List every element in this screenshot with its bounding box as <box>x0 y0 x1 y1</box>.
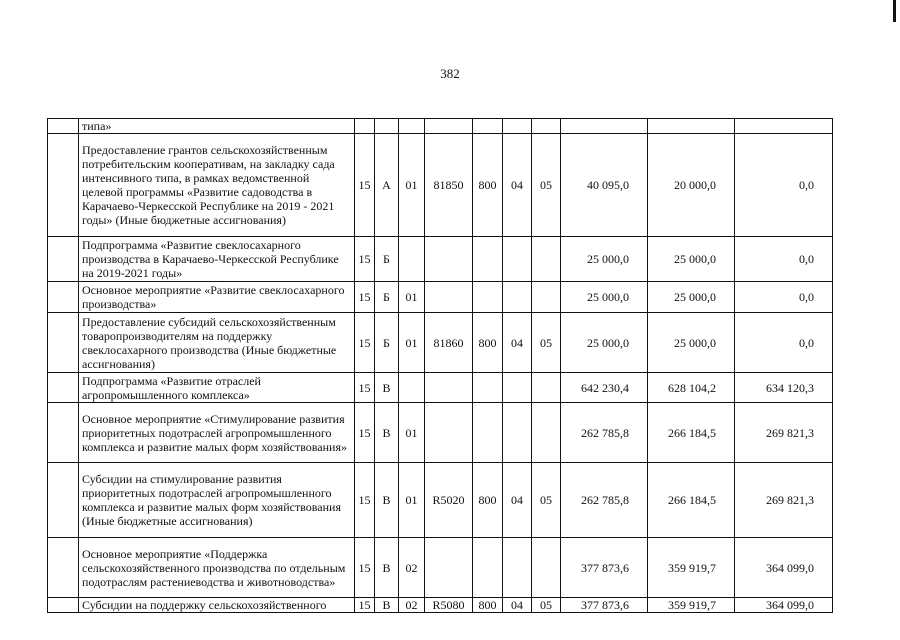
row-index-cell <box>48 313 79 373</box>
measure-code-cell: 01 <box>399 282 425 313</box>
subprogram-code-cell: В <box>375 598 399 613</box>
section-cell <box>503 237 532 282</box>
table-row <box>48 313 833 373</box>
section-cell <box>503 403 532 463</box>
amount-year2-cell: 266 184,5 <box>648 403 735 463</box>
subprogram-code-cell: А <box>375 134 399 237</box>
measure-code-cell: 01 <box>399 403 425 463</box>
row-name-cell: Субсидии на поддержку сельскохозяйственного <box>79 598 355 613</box>
expense-type-cell <box>473 373 503 403</box>
row-name-cell: Основное мероприятие «Стимулирование развития приоритетных подотраслей агропромышленного комплекса и развитие малых форм хозяйствования» <box>79 403 355 463</box>
subprogram-code-cell: В <box>375 538 399 598</box>
table-row <box>48 463 833 538</box>
amount-year1-cell: 262 785,8 <box>561 463 648 538</box>
section-cell <box>503 373 532 403</box>
expense-type-cell: 800 <box>473 313 503 373</box>
subsection-cell <box>532 282 561 313</box>
program-code-cell: 15 <box>355 403 375 463</box>
row-index-cell <box>48 282 79 313</box>
direction-code-cell <box>425 119 473 134</box>
row-name-cell: Подпрограмма «Развитие свеклосахарного производства в Карачаево-Черкесской Республике на 2019-2021 годы» <box>79 237 355 282</box>
subprogram-code-cell: Б <box>375 313 399 373</box>
subsection-cell: 05 <box>532 134 561 237</box>
measure-code-cell <box>399 237 425 282</box>
program-code-cell: 15 <box>355 313 375 373</box>
expense-type-cell: 800 <box>473 134 503 237</box>
direction-code-cell: R5080 <box>425 598 473 613</box>
program-code-cell: 15 <box>355 463 375 538</box>
amount-year2-cell: 266 184,5 <box>648 463 735 538</box>
subsection-cell: 05 <box>532 463 561 538</box>
table-row <box>48 119 833 134</box>
table-row <box>48 538 833 598</box>
direction-code-cell <box>425 403 473 463</box>
expense-type-cell <box>473 538 503 598</box>
amount-year1-cell: 262 785,8 <box>561 403 648 463</box>
program-code-cell: 15 <box>355 373 375 403</box>
direction-code-cell <box>425 538 473 598</box>
subprogram-code-cell: В <box>375 463 399 538</box>
amount-year2-cell <box>648 119 735 134</box>
expense-type-cell <box>473 403 503 463</box>
amount-year2-cell: 359 919,7 <box>648 598 735 613</box>
program-code-cell: 15 <box>355 134 375 237</box>
amount-year3-cell: 269 821,3 <box>735 403 833 463</box>
row-index-cell <box>48 403 79 463</box>
amount-year1-cell: 25 000,0 <box>561 313 648 373</box>
expense-type-cell <box>473 282 503 313</box>
section-cell: 04 <box>503 463 532 538</box>
row-name-cell: Предоставление субсидий сельскохозяйственным товаропроизводителям на поддержку свеклосахарного производства (Иные бюджетные ассигнования) <box>79 313 355 373</box>
subsection-cell <box>532 237 561 282</box>
expense-type-cell <box>473 119 503 134</box>
table-row <box>48 373 833 403</box>
section-cell: 04 <box>503 598 532 613</box>
amount-year3-cell: 0,0 <box>735 134 833 237</box>
measure-code-cell: 01 <box>399 134 425 237</box>
amount-year2-cell: 25 000,0 <box>648 313 735 373</box>
row-name-cell: Подпрограмма «Развитие отраслей агропромышленного комплекса» <box>79 373 355 403</box>
measure-code-cell <box>399 119 425 134</box>
amount-year3-cell: 364 099,0 <box>735 538 833 598</box>
row-index-cell <box>48 237 79 282</box>
amount-year3-cell: 0,0 <box>735 237 833 282</box>
table-row <box>48 403 833 463</box>
amount-year3-cell: 634 120,3 <box>735 373 833 403</box>
subsection-cell: 05 <box>532 313 561 373</box>
subsection-cell: 05 <box>532 598 561 613</box>
subprogram-code-cell: Б <box>375 237 399 282</box>
amount-year3-cell <box>735 119 833 134</box>
row-index-cell <box>48 373 79 403</box>
program-code-cell: 15 <box>355 598 375 613</box>
row-name-cell: типа» <box>79 119 355 134</box>
table-row <box>48 134 833 237</box>
amount-year3-cell: 269 821,3 <box>735 463 833 538</box>
row-index-cell <box>48 463 79 538</box>
row-name-cell: Основное мероприятие «Развитие свеклосахарного производства» <box>79 282 355 313</box>
subprogram-code-cell: В <box>375 403 399 463</box>
section-cell <box>503 538 532 598</box>
row-name-cell: Субсидии на стимулирование развития приоритетных подотраслей агропромышленного комплекса и развитие малых форм хозяйствования (Иные бюджетные ассигнования) <box>79 463 355 538</box>
budget-table <box>47 118 833 613</box>
amount-year3-cell: 0,0 <box>735 313 833 373</box>
direction-code-cell <box>425 237 473 282</box>
amount-year1-cell: 377 873,6 <box>561 538 648 598</box>
amount-year1-cell <box>561 119 648 134</box>
scan-edge-mark <box>893 0 896 22</box>
direction-code-cell <box>425 373 473 403</box>
expense-type-cell <box>473 237 503 282</box>
measure-code-cell <box>399 373 425 403</box>
section-cell <box>503 119 532 134</box>
program-code-cell: 15 <box>355 237 375 282</box>
row-index-cell <box>48 538 79 598</box>
direction-code-cell: 81860 <box>425 313 473 373</box>
amount-year3-cell: 364 099,0 <box>735 598 833 613</box>
direction-code-cell: 81850 <box>425 134 473 237</box>
program-code-cell: 15 <box>355 282 375 313</box>
amount-year2-cell: 20 000,0 <box>648 134 735 237</box>
row-index-cell <box>48 134 79 237</box>
direction-code-cell <box>425 282 473 313</box>
subsection-cell <box>532 538 561 598</box>
table-row <box>48 598 833 613</box>
subprogram-code-cell <box>375 119 399 134</box>
amount-year3-cell: 0,0 <box>735 282 833 313</box>
expense-type-cell: 800 <box>473 463 503 538</box>
amount-year1-cell: 642 230,4 <box>561 373 648 403</box>
subsection-cell <box>532 373 561 403</box>
measure-code-cell: 02 <box>399 598 425 613</box>
row-name-cell: Основное мероприятие «Поддержка сельскохозяйственного производства по отдельным подотраслям растениеводства и животноводства» <box>79 538 355 598</box>
table-row <box>48 282 833 313</box>
amount-year1-cell: 25 000,0 <box>561 237 648 282</box>
section-cell: 04 <box>503 313 532 373</box>
row-name-cell: Предоставление грантов сельскохозяйственным потребительским кооперативам, на закладку сада интенсивного типа, в рамках ведомственной целевой программы «Развитие садоводства в Карачаево-Черкесской Республике на 2019 - 2021 годы» (Иные бюджетные ассигнования) <box>79 134 355 237</box>
section-cell <box>503 282 532 313</box>
measure-code-cell: 02 <box>399 538 425 598</box>
amount-year2-cell: 628 104,2 <box>648 373 735 403</box>
subsection-cell <box>532 403 561 463</box>
page-number: 382 <box>440 66 460 81</box>
amount-year1-cell: 377 873,6 <box>561 598 648 613</box>
amount-year2-cell: 359 919,7 <box>648 538 735 598</box>
table-row <box>48 237 833 282</box>
program-code-cell: 15 <box>355 538 375 598</box>
amount-year1-cell: 25 000,0 <box>561 282 648 313</box>
amount-year2-cell: 25 000,0 <box>648 282 735 313</box>
amount-year1-cell: 40 095,0 <box>561 134 648 237</box>
subsection-cell <box>532 119 561 134</box>
measure-code-cell: 01 <box>399 463 425 538</box>
measure-code-cell: 01 <box>399 313 425 373</box>
subprogram-code-cell: В <box>375 373 399 403</box>
section-cell: 04 <box>503 134 532 237</box>
subprogram-code-cell: Б <box>375 282 399 313</box>
program-code-cell <box>355 119 375 134</box>
budget-table-body <box>48 119 833 613</box>
row-index-cell <box>48 119 79 134</box>
expense-type-cell: 800 <box>473 598 503 613</box>
amount-year2-cell: 25 000,0 <box>648 237 735 282</box>
row-index-cell <box>48 598 79 613</box>
direction-code-cell: R5020 <box>425 463 473 538</box>
